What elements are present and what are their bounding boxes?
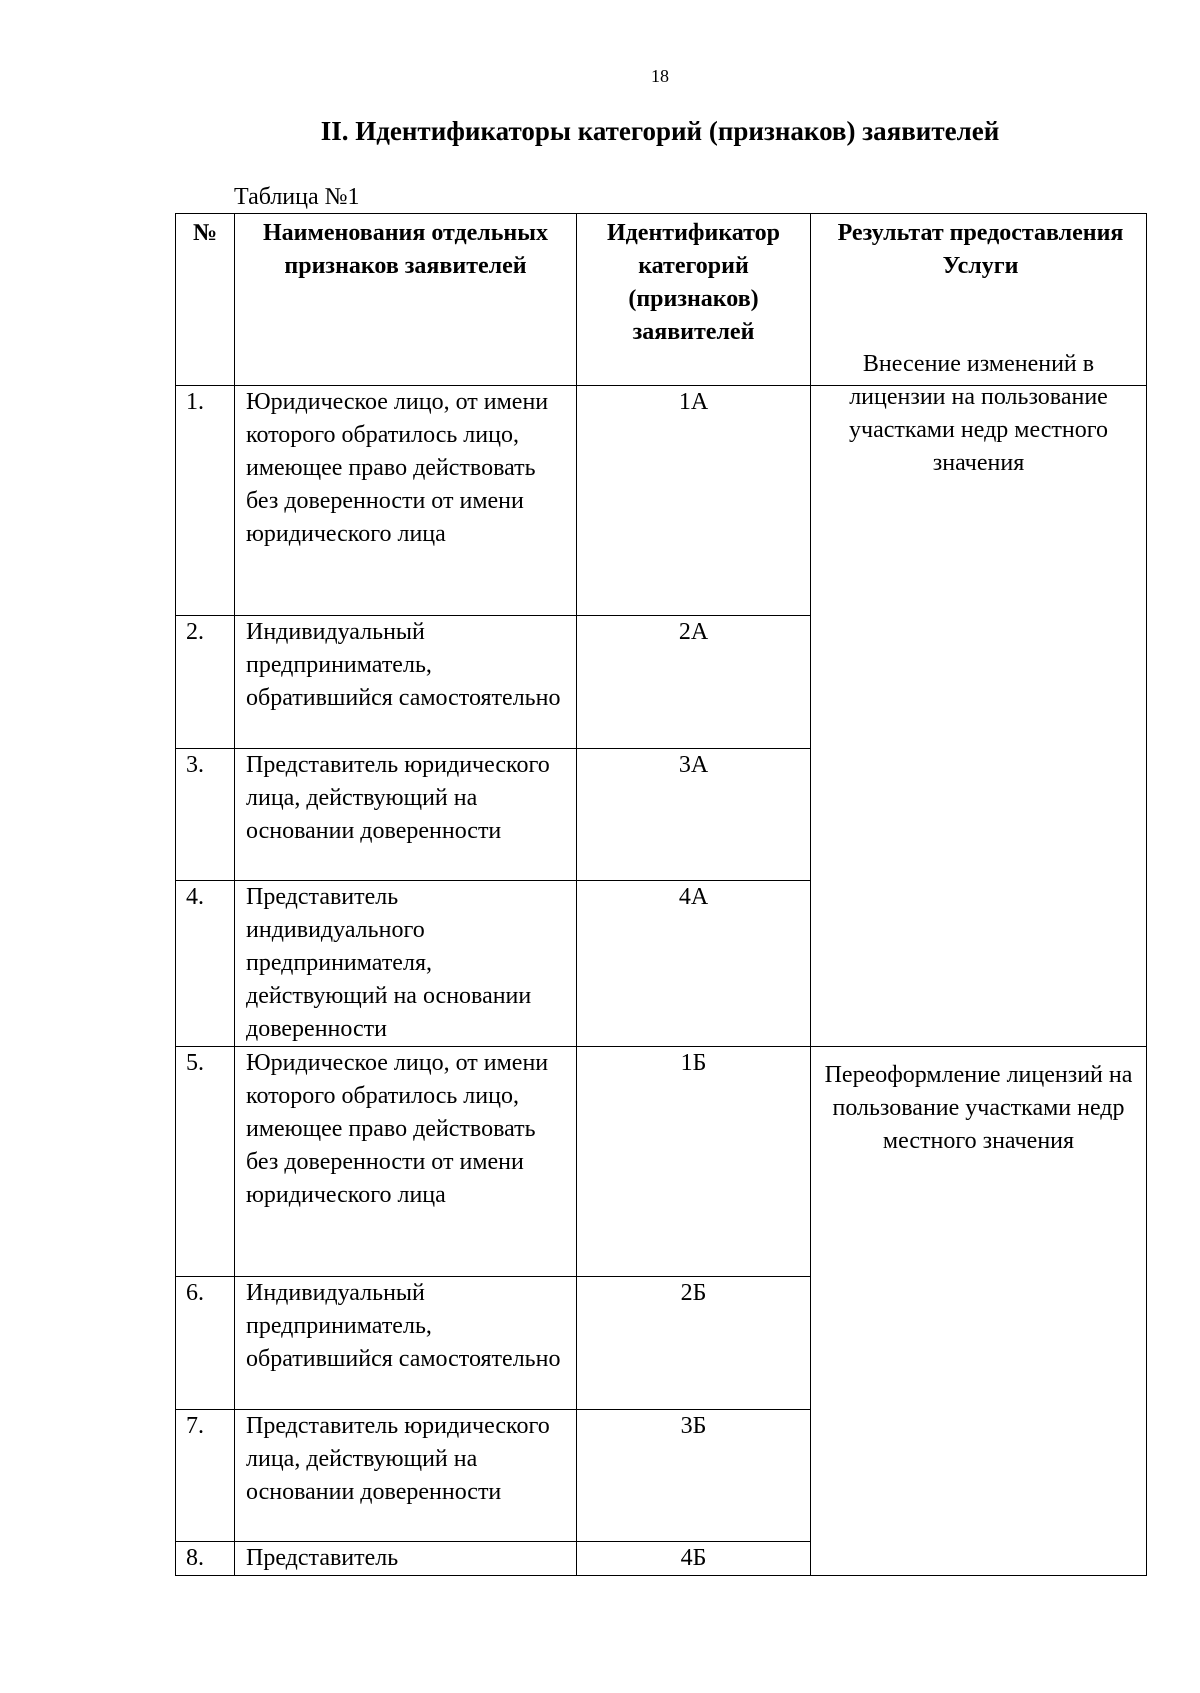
header-name: Наименования отдельных признаков заявителей <box>235 214 577 386</box>
row-applicant-name: Представитель юридического лица, действующий на основании доверенности <box>235 749 577 881</box>
row-identifier: 2Б <box>577 1277 811 1410</box>
identifiers-table <box>175 213 1147 1576</box>
row-applicant-name: Представитель индивидуального предпринимателя, действующий на основании доверенности <box>235 881 577 1047</box>
row-identifier: 3Б <box>577 1410 811 1542</box>
row-number: 4. <box>176 881 235 1047</box>
result-text: Внесение изменений в лицензии на пользование участками недр местного значения <box>849 351 1108 476</box>
row-applicant-name: Представитель <box>235 1542 577 1576</box>
table-row <box>176 386 1147 616</box>
row-identifier: 3А <box>577 749 811 881</box>
header-identifier: Идентификатор категорий (признаков) заявителей <box>577 214 811 386</box>
header-number: № <box>176 214 235 386</box>
table-caption: Таблица №1 <box>234 184 360 210</box>
row-number: 5. <box>176 1047 235 1277</box>
row-identifier: 2А <box>577 616 811 749</box>
row-identifier: 4А <box>577 881 811 1047</box>
row-number: 1. <box>176 386 235 616</box>
result-text: Переоформление лицензий на пользование участками недр местного значения <box>824 1062 1133 1154</box>
row-identifier: 1А <box>577 386 811 616</box>
row-identifier: 4Б <box>577 1542 811 1576</box>
page-number: 18 <box>651 66 669 86</box>
row-applicant-name: Индивидуальный предприниматель, обратившийся самостоятельно <box>235 616 577 749</box>
table-row <box>176 1047 1147 1277</box>
row-applicant-name: Индивидуальный предприниматель, обратившийся самостоятельно <box>235 1277 577 1410</box>
row-applicant-name: Представитель юридического лица, действующий на основании доверенности <box>235 1410 577 1542</box>
header-result: Результат предоставления Услуги <box>811 214 1147 386</box>
row-number: 6. <box>176 1277 235 1410</box>
result-cell-group-b <box>811 1047 1147 1576</box>
row-identifier: 1Б <box>577 1047 811 1277</box>
row-applicant-name: Юридическое лицо, от имени которого обратилось лицо, имеющее право действовать без доверенности от имени юридического лица <box>235 386 577 616</box>
row-number: 2. <box>176 616 235 749</box>
row-number: 3. <box>176 749 235 881</box>
result-cell-group-a <box>811 351 1147 1047</box>
row-number: 8. <box>176 1542 235 1576</box>
row-applicant-name: Юридическое лицо, от имени которого обратилось лицо, имеющее право действовать без доверенности от имени юридического лица <box>235 1047 577 1277</box>
row-number: 7. <box>176 1410 235 1542</box>
section-title: II. Идентификаторы категорий (признаков) заявителей <box>320 116 1000 146</box>
